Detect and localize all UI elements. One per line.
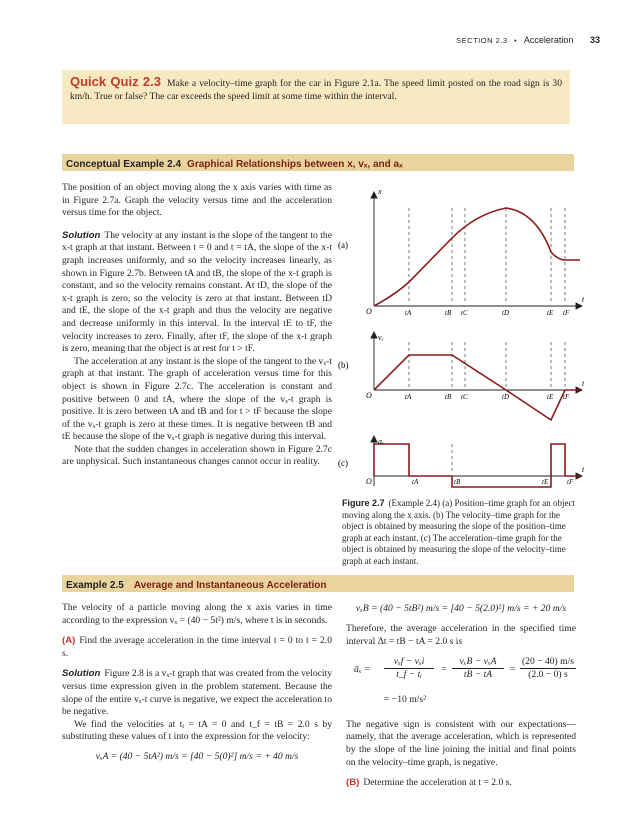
- figure-caption: [342, 498, 576, 568]
- eq-frac1-den: t_f − tᵢ: [396, 669, 422, 681]
- eq-frac2-den: tB − tA: [463, 669, 493, 681]
- origin-label-c: O: [366, 477, 372, 486]
- example-solution-a: [62, 668, 332, 718]
- example-right-column: [346, 602, 576, 790]
- axis-t-label-a: t: [582, 295, 585, 304]
- example-header: [62, 575, 574, 592]
- tick-b-tD: tD: [502, 393, 509, 401]
- tick-a-tF: tF: [563, 309, 570, 317]
- conceptual-example-label: Conceptual Example 2.4: [66, 159, 182, 170]
- running-header: [420, 35, 600, 47]
- axis-vx-label: vₓ: [378, 333, 384, 342]
- eq-fraction-1: [384, 656, 434, 681]
- tick-a-tA: tA: [405, 309, 412, 317]
- panel-a-ticks: [405, 309, 570, 317]
- velocity-time-curve: [374, 355, 580, 420]
- tick-c-tB: tB: [454, 478, 461, 486]
- section-label: SECTION 2.3: [456, 36, 508, 45]
- conceptual-solution-p3: Note that the sudden changes in acceleration shown in Figure 2.7c are unphysical. Such instantaneous changes cannot occur in reality.: [62, 443, 332, 468]
- origin-label-b: O: [366, 391, 372, 400]
- example-solution-a2: We find the velocities at tᵢ = tA = 0 and t_f = tB = 2.0 s by substituting these values of t into the expression for the velocity:: [62, 718, 332, 743]
- conceptual-intro: The position of an object moving along the x axis varies with time as in Figure 2.7a. Graph the velocity versus time and the acceleration versus time for the object.: [62, 182, 332, 219]
- example-solution-label: Solution: [62, 668, 101, 680]
- eq-fraction-3: [520, 656, 576, 681]
- eq-fraction-2: [452, 656, 504, 681]
- negative-sign-text: The negative sign is consistent with our expectations—namely, that the average acceleration, which is represented by the slope of the line joining the initial and final points on the velocity–time graph, is negative.: [346, 718, 576, 768]
- tick-c-tA: tA: [412, 478, 419, 486]
- tick-a-tE: tE: [547, 309, 554, 317]
- panel-c-label: (c): [338, 458, 348, 468]
- quick-quiz-label: Quick Quiz 2.3: [70, 74, 161, 89]
- quick-quiz-box: [62, 70, 570, 124]
- solution-p1-text: The velocity at any instant is the slope of the tangent to the x-t graph at that instant. Between t = 0 and t = tA, the slope of the x-t graph increases uniformly, and so the velocity increases linearly, as shown in Figure 2.7b. Between tA and tB, the slope of the x-t graph is constant, and so the velocity remains constant. At tD, the slope of the x-t graph is zero, so the velocity is zero at that instant. Between tD and tE, the slope of the x-t graph and thus the velocity are negative and decrease uniformly in this interval. In the interval tE to tF, the velocity increases to zero. Finally, after tF, the slope of the x-t graph is zero, meaning that the object is at rest for t > tF.: [62, 229, 332, 355]
- tick-a-tB: tB: [445, 309, 452, 317]
- conceptual-example-header: [62, 154, 574, 171]
- eq-frac3-den: (2.0 − 0) s: [528, 669, 568, 681]
- example-intro: The velocity of a particle moving along the x axis varies in time according to the expression vₓ = (40 − 5t²) m/s, where t is in seconds.: [62, 602, 332, 626]
- figure-dashed-guides: [409, 208, 565, 474]
- part-a-label: (A): [62, 635, 76, 647]
- part-b-label: (B): [346, 777, 360, 789]
- eq-frac3-num: (20 − 40) m/s: [521, 656, 575, 668]
- equation-vxA: vₓA = (40 − 5tA²) m/s = [40 − 5(0)²] m/s = + 40 m/s: [95, 750, 299, 762]
- example-left-column: [62, 602, 332, 763]
- tick-b-tC: tC: [461, 393, 468, 401]
- conceptual-example-body: [62, 182, 332, 469]
- example-label: Example 2.5: [66, 580, 124, 591]
- eq-frac1-num: vₓf − vₓi: [384, 656, 434, 669]
- conceptual-example-title: Graphical Relationships between x, vₓ, and aₓ: [187, 159, 403, 170]
- origin-label-a: O: [366, 307, 372, 316]
- section-topic: Acceleration: [523, 35, 574, 45]
- axis-x-label: x: [378, 187, 382, 196]
- quick-quiz-text: Make a velocity–time graph for the car in Figure 2.1a. The speed limit posted on the road sign is 30 km/h. True or false? The car exceeds the speed limit at some time within the interval.: [70, 78, 562, 102]
- example-title: Average and Instantaneous Acceleration: [133, 580, 327, 591]
- tick-a-tD: tD: [502, 309, 509, 317]
- page-number: 33: [589, 35, 600, 45]
- eq-equals-2: =: [510, 664, 516, 676]
- header-bullet: •: [514, 36, 518, 45]
- therefore-text: Therefore, the average acceleration in the specified time interval Δt = tB − tA = 2.0 s is: [346, 623, 576, 647]
- position-time-curve: [374, 208, 580, 306]
- axis-ax-label: aₓ: [378, 437, 385, 446]
- eq-equals-1: =: [441, 664, 447, 676]
- example-part-a: [62, 635, 332, 660]
- panel-b-ticks: [405, 393, 570, 401]
- example-part-b: [346, 777, 576, 790]
- figure-2-7: [336, 182, 586, 494]
- tick-c-tF: tF: [567, 478, 574, 486]
- eq-result: = −10 m/s²: [384, 694, 426, 706]
- figure-caption-text: (Example 2.4) (a) Position–time graph for an object moving along the x axis. (b) The velocity–time graph for the object is obtained by measuring the slope of the position–time graph at each instant. (c) The acceleration–time graph for the object is obtained by measuring the slope of the velocity–time graph at each instant.: [342, 498, 575, 566]
- part-a-text: Find the average acceleration in the time interval t = 0 to t = 2.0 s.: [62, 635, 332, 659]
- eq-avg-lhs: āₓ =: [354, 664, 371, 676]
- average-acceleration-equation: [346, 654, 576, 688]
- panel-a-label: (a): [338, 240, 348, 250]
- figure-caption-label: Figure 2.7: [342, 498, 385, 508]
- tick-b-tE: tE: [547, 393, 554, 401]
- axis-t-label-c: t: [582, 465, 585, 474]
- conceptual-solution-p1: [62, 230, 332, 356]
- acceleration-time-curve: [374, 444, 580, 487]
- tick-a-tC: tC: [461, 309, 468, 317]
- eq-frac2-num: vₓB − vₓA: [452, 656, 504, 669]
- solution-label: Solution: [62, 229, 101, 241]
- panel-b-label: (b): [338, 360, 349, 370]
- part-b-text: Determine the acceleration at t = 2.0 s.: [363, 777, 512, 789]
- equation-vxB: vₓB = (40 − 5tB²) m/s = [40 − 5(2.0)²] m/s = + 20 m/s: [355, 603, 567, 614]
- tick-b-tF: tF: [563, 393, 570, 401]
- solution-a-text: Figure 2.8 is a vₓ-t graph that was created from the velocity versus time expression given in the problem statement. Because the slope of the entire vₓ-t curve is negative, we expect the acceleration to be negative.: [62, 668, 333, 718]
- conceptual-solution-p2: The acceleration at any instant is the slope of the tangent to the vₓ-t graph at that instant. The graph of acceleration versus time for this object is shown in Figure 2.7c. The acceleration is constant and positive between 0 and tA, where the slope of the vₓ-t graph is positive. It is zero between tA and tB and for t > tF because the slope of the vₓ-t graph is zero at these times. It is negative between tB and tE because the slope of the vₓ-t graph is negative during this interval.: [62, 355, 332, 443]
- tick-c-tE: tE: [542, 478, 549, 486]
- panel-c-ticks: [412, 478, 574, 486]
- panel-b-axes: [371, 332, 582, 393]
- tick-b-tA: tA: [405, 393, 412, 401]
- tick-b-tB: tB: [445, 393, 452, 401]
- axis-t-label-b: t: [582, 379, 585, 388]
